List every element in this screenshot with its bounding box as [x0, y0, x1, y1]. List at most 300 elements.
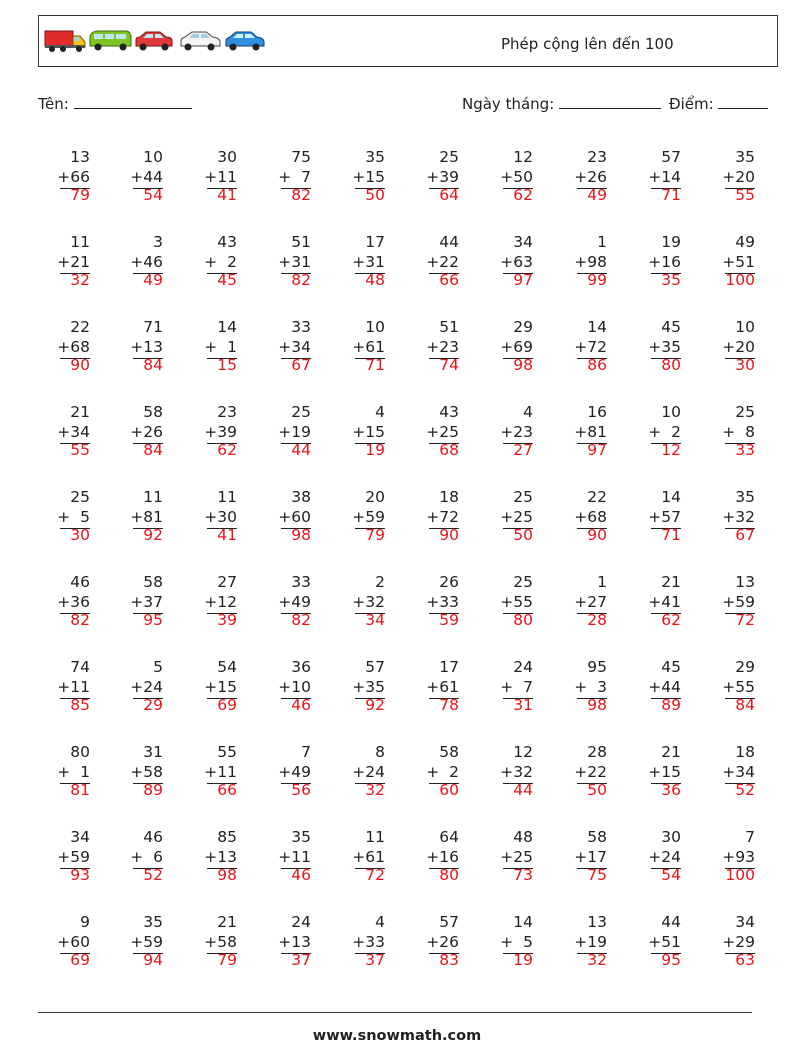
second-addend: + 2: [648, 422, 681, 441]
second-addend: +11: [278, 847, 311, 866]
second-addend: +49: [278, 762, 311, 781]
addition-problem: [399, 318, 459, 376]
answer: 71: [661, 186, 681, 204]
answer: 84: [735, 696, 755, 714]
answer: 49: [587, 186, 607, 204]
second-addend: +12: [204, 592, 237, 611]
first-addend: 29: [735, 658, 755, 676]
first-addend: 75: [291, 148, 311, 166]
answer: 80: [661, 356, 681, 374]
second-addend: +15: [352, 167, 385, 186]
addition-problem: [325, 318, 385, 376]
addition-problem: [399, 488, 459, 546]
answer: 89: [143, 781, 163, 799]
answer: 44: [513, 781, 533, 799]
addition-problem: [399, 233, 459, 291]
second-addend: +15: [204, 677, 237, 696]
second-addend: +11: [204, 167, 237, 186]
first-addend: 23: [217, 403, 237, 421]
addition-problem: [695, 318, 755, 376]
first-addend: 25: [513, 488, 533, 506]
second-addend: + 3: [574, 677, 607, 696]
first-addend: 31: [143, 743, 163, 761]
second-addend: +68: [57, 337, 90, 356]
white-car-icon: [181, 32, 220, 51]
second-addend: +20: [722, 337, 755, 356]
answer: 92: [143, 526, 163, 544]
second-addend: +55: [500, 592, 533, 611]
second-addend: +55: [722, 677, 755, 696]
addition-problem: [325, 743, 385, 801]
first-addend: 44: [661, 913, 681, 931]
addition-problem: [695, 828, 755, 886]
addition-problem: [251, 488, 311, 546]
answer: 98: [291, 526, 311, 544]
second-addend: +34: [57, 422, 90, 441]
second-addend: +61: [352, 847, 385, 866]
answer: 67: [735, 526, 755, 544]
second-addend: +46: [130, 252, 163, 271]
answer: 34: [365, 611, 385, 629]
second-addend: + 1: [204, 337, 237, 356]
first-addend: 95: [587, 658, 607, 676]
first-addend: 4: [523, 403, 533, 421]
first-addend: 35: [291, 828, 311, 846]
answer: 35: [661, 271, 681, 289]
second-addend: +25: [500, 847, 533, 866]
addition-problem: [695, 148, 755, 206]
second-addend: +23: [500, 422, 533, 441]
addition-problem: [621, 148, 681, 206]
answer: 92: [365, 696, 385, 714]
first-addend: 10: [143, 148, 163, 166]
addition-problem: [695, 488, 755, 546]
answer: 98: [217, 866, 237, 884]
answer: 100: [725, 866, 755, 884]
answer: 66: [439, 271, 459, 289]
second-addend: +30: [204, 507, 237, 526]
addition-problem: [30, 913, 90, 971]
addition-problem: [695, 743, 755, 801]
second-addend: + 6: [130, 847, 163, 866]
second-addend: +13: [204, 847, 237, 866]
addition-problem: [399, 573, 459, 631]
answer: 52: [735, 781, 755, 799]
date-field: [462, 94, 661, 113]
answer: 60: [439, 781, 459, 799]
addition-problem: [103, 658, 163, 716]
second-addend: +44: [130, 167, 163, 186]
first-addend: 11: [70, 233, 90, 251]
answer: 54: [661, 866, 681, 884]
first-addend: 14: [513, 913, 533, 931]
answer: 46: [291, 696, 311, 714]
first-addend: 38: [291, 488, 311, 506]
car-icons: [43, 28, 273, 54]
addition-problem: [251, 148, 311, 206]
answer: 95: [143, 611, 163, 629]
addition-problem: [251, 913, 311, 971]
answer: 33: [735, 441, 755, 459]
second-addend: +29: [722, 932, 755, 951]
first-addend: 25: [70, 488, 90, 506]
answer: 32: [365, 781, 385, 799]
date-label: Ngày tháng:: [462, 95, 555, 113]
second-addend: +72: [426, 507, 459, 526]
second-addend: +63: [500, 252, 533, 271]
addition-problem: [177, 148, 237, 206]
second-addend: +61: [426, 677, 459, 696]
second-addend: +27: [574, 592, 607, 611]
addition-problem: [473, 743, 533, 801]
second-addend: +59: [130, 932, 163, 951]
answer: 100: [725, 271, 755, 289]
addition-problem: [473, 148, 533, 206]
addition-problem: [251, 403, 311, 461]
addition-problem: [30, 488, 90, 546]
first-addend: 27: [217, 573, 237, 591]
red-car-icon: [136, 32, 172, 51]
answer: 69: [70, 951, 90, 969]
addition-problem: [325, 573, 385, 631]
addition-problem: [177, 403, 237, 461]
second-addend: +11: [57, 677, 90, 696]
first-addend: 22: [70, 318, 90, 336]
answer: 32: [70, 271, 90, 289]
first-addend: 10: [735, 318, 755, 336]
addition-problem: [177, 828, 237, 886]
answer: 41: [217, 186, 237, 204]
first-addend: 22: [587, 488, 607, 506]
second-addend: + 1: [57, 762, 90, 781]
addition-problem: [251, 743, 311, 801]
second-addend: +35: [352, 677, 385, 696]
second-addend: +51: [648, 932, 681, 951]
second-addend: +34: [722, 762, 755, 781]
second-addend: +61: [352, 337, 385, 356]
first-addend: 58: [143, 573, 163, 591]
addition-problem: [251, 658, 311, 716]
first-addend: 45: [661, 318, 681, 336]
first-addend: 35: [735, 148, 755, 166]
second-addend: +50: [500, 167, 533, 186]
first-addend: 18: [735, 743, 755, 761]
addition-problem: [621, 318, 681, 376]
blue-car-icon: [226, 32, 264, 51]
first-addend: 7: [301, 743, 311, 761]
answer: 31: [513, 696, 533, 714]
addition-problem: [325, 658, 385, 716]
answer: 68: [439, 441, 459, 459]
footer-divider: [38, 1012, 752, 1013]
addition-problem: [30, 148, 90, 206]
first-addend: 13: [587, 913, 607, 931]
addition-problem: [621, 403, 681, 461]
second-addend: + 2: [426, 762, 459, 781]
answer: 86: [587, 356, 607, 374]
first-addend: 24: [513, 658, 533, 676]
score-blank[interactable]: [718, 94, 768, 109]
first-addend: 58: [587, 828, 607, 846]
second-addend: + 5: [57, 507, 90, 526]
second-addend: +15: [352, 422, 385, 441]
answer: 84: [143, 356, 163, 374]
second-addend: +72: [574, 337, 607, 356]
second-addend: +37: [130, 592, 163, 611]
answer: 30: [735, 356, 755, 374]
addition-problem: [473, 403, 533, 461]
second-addend: +60: [57, 932, 90, 951]
addition-problem: [251, 828, 311, 886]
first-addend: 30: [217, 148, 237, 166]
addition-problem: [30, 573, 90, 631]
first-addend: 9: [80, 913, 90, 931]
answer: 29: [143, 696, 163, 714]
addition-problem: [177, 233, 237, 291]
second-addend: +26: [130, 422, 163, 441]
answer: 82: [70, 611, 90, 629]
addition-problem: [325, 913, 385, 971]
addition-problem: [695, 658, 755, 716]
footer-website: www.snowmath.com: [312, 1028, 482, 1044]
addition-problem: [621, 233, 681, 291]
answer: 30: [70, 526, 90, 544]
first-addend: 34: [513, 233, 533, 251]
first-addend: 11: [217, 488, 237, 506]
addition-problem: [325, 828, 385, 886]
addition-problem: [30, 743, 90, 801]
answer: 55: [70, 441, 90, 459]
second-addend: +10: [278, 677, 311, 696]
first-addend: 13: [735, 573, 755, 591]
addition-problem: [30, 403, 90, 461]
answer: 84: [143, 441, 163, 459]
answer: 66: [217, 781, 237, 799]
worksheet-title: Phép cộng lên đến 100: [501, 35, 674, 53]
score-label: Điểm:: [669, 95, 714, 113]
addition-problem: [30, 318, 90, 376]
answer: 69: [217, 696, 237, 714]
first-addend: 14: [587, 318, 607, 336]
first-addend: 24: [291, 913, 311, 931]
answer: 82: [291, 611, 311, 629]
addition-problem: [177, 743, 237, 801]
score-field: [669, 94, 768, 113]
answer: 71: [365, 356, 385, 374]
first-addend: 3: [153, 233, 163, 251]
second-addend: +60: [278, 507, 311, 526]
answer: 54: [143, 186, 163, 204]
first-addend: 34: [70, 828, 90, 846]
second-addend: +14: [648, 167, 681, 186]
addition-problem: [103, 828, 163, 886]
first-addend: 35: [365, 148, 385, 166]
answer: 63: [735, 951, 755, 969]
answer: 80: [513, 611, 533, 629]
second-addend: +33: [352, 932, 385, 951]
first-addend: 25: [735, 403, 755, 421]
second-addend: +13: [130, 337, 163, 356]
first-addend: 13: [70, 148, 90, 166]
addition-problem: [399, 403, 459, 461]
addition-problem: [621, 488, 681, 546]
first-addend: 18: [439, 488, 459, 506]
first-addend: 1: [597, 233, 607, 251]
addition-problem: [621, 913, 681, 971]
answer: 62: [513, 186, 533, 204]
answer: 19: [365, 441, 385, 459]
second-addend: +59: [57, 847, 90, 866]
answer: 28: [587, 611, 607, 629]
second-addend: +41: [648, 592, 681, 611]
second-addend: +59: [352, 507, 385, 526]
answer: 44: [291, 441, 311, 459]
second-addend: +21: [57, 252, 90, 271]
second-addend: +49: [278, 592, 311, 611]
answer: 90: [587, 526, 607, 544]
second-addend: +13: [278, 932, 311, 951]
first-addend: 14: [217, 318, 237, 336]
first-addend: 35: [143, 913, 163, 931]
second-addend: +66: [57, 167, 90, 186]
second-addend: +22: [574, 762, 607, 781]
first-addend: 46: [70, 573, 90, 591]
first-addend: 21: [661, 743, 681, 761]
first-addend: 11: [365, 828, 385, 846]
answer: 98: [513, 356, 533, 374]
addition-problem: [621, 573, 681, 631]
addition-problem: [251, 318, 311, 376]
addition-problem: [325, 233, 385, 291]
name-field: [38, 94, 192, 113]
addition-problem: [473, 318, 533, 376]
addition-problem: [103, 913, 163, 971]
addition-problem: [177, 913, 237, 971]
addition-problem: [547, 318, 607, 376]
first-addend: 4: [375, 913, 385, 931]
first-addend: 25: [513, 573, 533, 591]
second-addend: +32: [500, 762, 533, 781]
addition-problem: [547, 743, 607, 801]
first-addend: 16: [587, 403, 607, 421]
answer: 46: [291, 866, 311, 884]
first-addend: 34: [735, 913, 755, 931]
second-addend: + 7: [500, 677, 533, 696]
addition-problem: [547, 658, 607, 716]
first-addend: 64: [439, 828, 459, 846]
addition-problem: [695, 573, 755, 631]
answer: 73: [513, 866, 533, 884]
first-addend: 10: [365, 318, 385, 336]
first-addend: 11: [143, 488, 163, 506]
answer: 49: [143, 271, 163, 289]
first-addend: 80: [70, 743, 90, 761]
first-addend: 49: [735, 233, 755, 251]
first-addend: 85: [217, 828, 237, 846]
addition-problem: [695, 913, 755, 971]
answer: 72: [735, 611, 755, 629]
addition-problem: [103, 233, 163, 291]
second-addend: +15: [648, 762, 681, 781]
answer: 98: [587, 696, 607, 714]
answer: 78: [439, 696, 459, 714]
first-addend: 48: [513, 828, 533, 846]
name-blank[interactable]: [74, 94, 192, 109]
first-addend: 17: [365, 233, 385, 251]
addition-problem: [547, 573, 607, 631]
answer: 27: [513, 441, 533, 459]
first-addend: 19: [661, 233, 681, 251]
answer: 99: [587, 271, 607, 289]
first-addend: 57: [439, 913, 459, 931]
answer: 62: [217, 441, 237, 459]
first-addend: 7: [745, 828, 755, 846]
addition-problem: [473, 488, 533, 546]
addition-problem: [547, 233, 607, 291]
addition-problem: [103, 318, 163, 376]
answer: 90: [439, 526, 459, 544]
addition-problem: [695, 403, 755, 461]
first-addend: 12: [513, 148, 533, 166]
addition-problem: [325, 148, 385, 206]
addition-problem: [547, 488, 607, 546]
addition-problem: [177, 318, 237, 376]
second-addend: +23: [426, 337, 459, 356]
second-addend: +39: [204, 422, 237, 441]
second-addend: +19: [574, 932, 607, 951]
first-addend: 21: [70, 403, 90, 421]
first-addend: 17: [439, 658, 459, 676]
addition-problem: [399, 828, 459, 886]
answer: 90: [70, 356, 90, 374]
answer: 80: [439, 866, 459, 884]
addition-problem: [325, 403, 385, 461]
answer: 62: [661, 611, 681, 629]
addition-problem: [251, 573, 311, 631]
second-addend: +31: [278, 252, 311, 271]
addition-problem: [103, 403, 163, 461]
addition-problem: [473, 658, 533, 716]
second-addend: +24: [352, 762, 385, 781]
second-addend: +16: [648, 252, 681, 271]
date-blank[interactable]: [559, 94, 661, 109]
answer: 89: [661, 696, 681, 714]
first-addend: 21: [661, 573, 681, 591]
second-addend: +20: [722, 167, 755, 186]
second-addend: +25: [500, 507, 533, 526]
first-addend: 14: [661, 488, 681, 506]
first-addend: 23: [587, 148, 607, 166]
addition-problem: [399, 658, 459, 716]
answer: 15: [217, 356, 237, 374]
addition-problem: [399, 148, 459, 206]
first-addend: 12: [513, 743, 533, 761]
first-addend: 57: [661, 148, 681, 166]
second-addend: +57: [648, 507, 681, 526]
addition-problem: [399, 913, 459, 971]
answer: 97: [513, 271, 533, 289]
first-addend: 44: [439, 233, 459, 251]
first-addend: 74: [70, 658, 90, 676]
second-addend: +93: [722, 847, 755, 866]
first-addend: 29: [513, 318, 533, 336]
answer: 48: [365, 271, 385, 289]
second-addend: +35: [648, 337, 681, 356]
second-addend: +68: [574, 507, 607, 526]
addition-problem: [621, 828, 681, 886]
second-addend: +39: [426, 167, 459, 186]
second-addend: +17: [574, 847, 607, 866]
